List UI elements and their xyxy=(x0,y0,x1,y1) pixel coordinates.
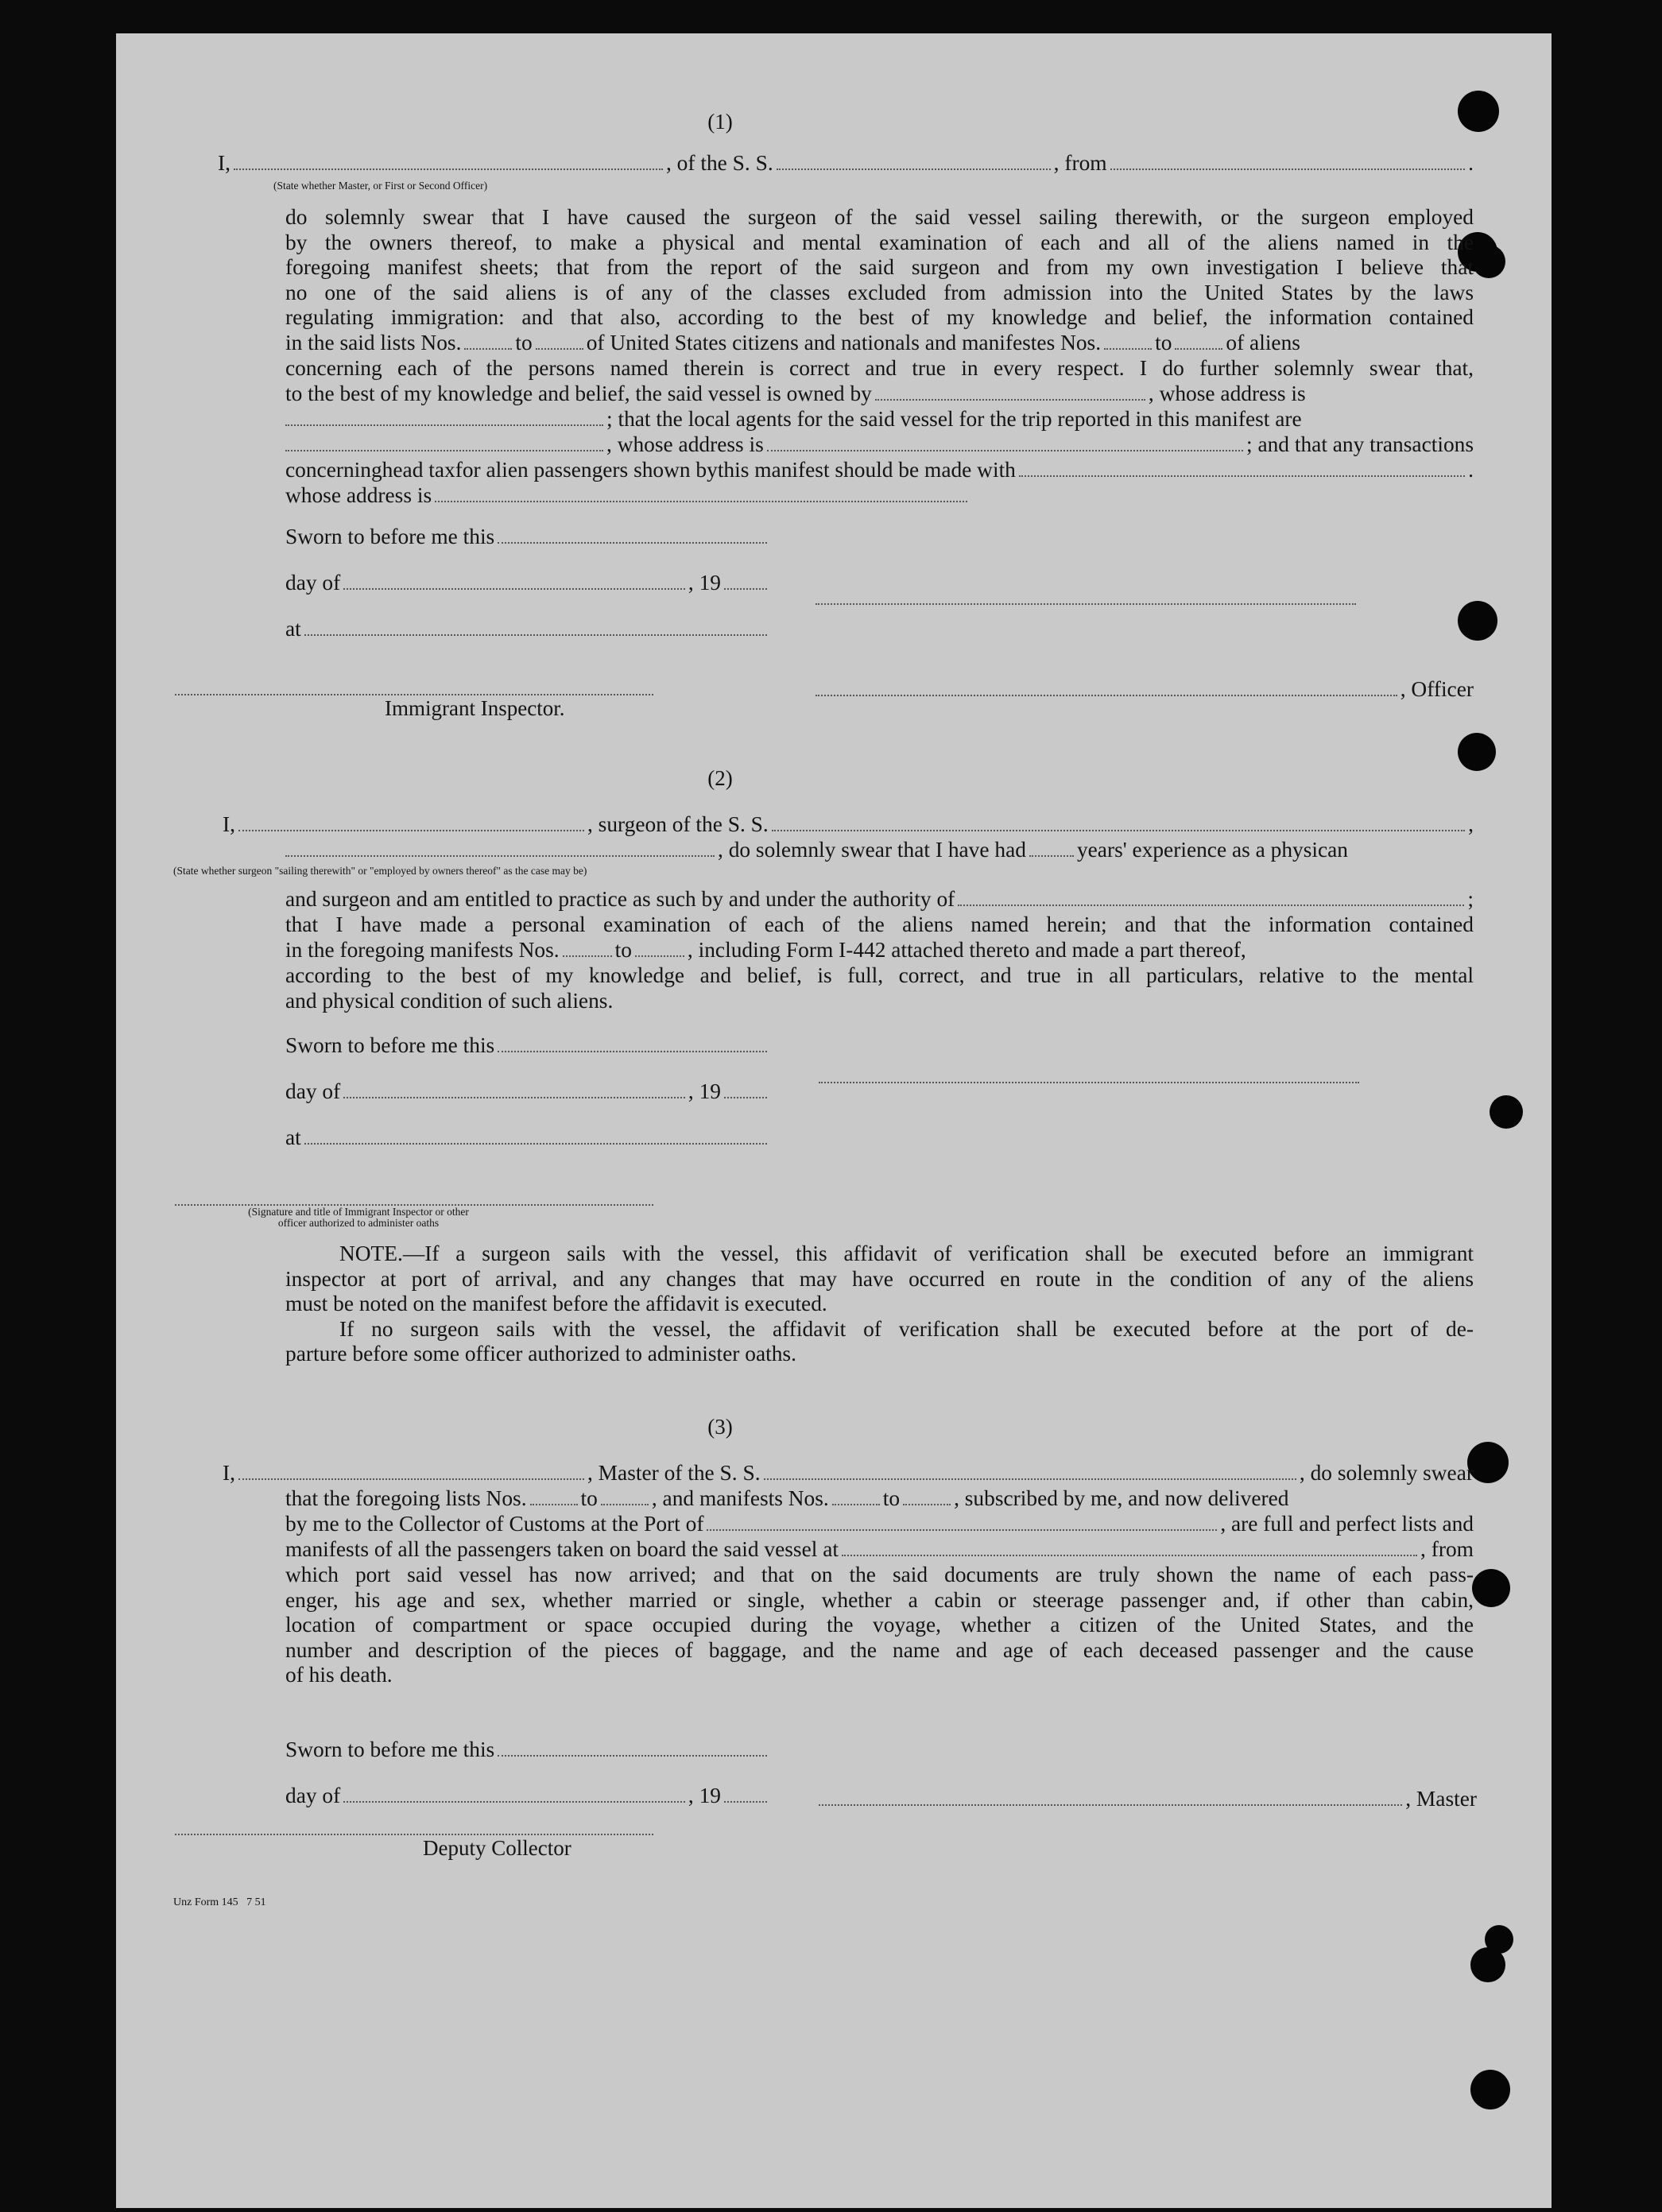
sworn-day-field[interactable] xyxy=(498,1755,767,1757)
master-name-field[interactable] xyxy=(238,1478,584,1480)
sworn-line xyxy=(285,525,770,550)
manifests-from-field[interactable] xyxy=(1104,348,1152,350)
local-agents-label: ; that the local agents for the said vessel for the trip reported in this manifest are xyxy=(606,407,1302,431)
lists-from-field[interactable] xyxy=(530,1504,578,1505)
pronoun-i: I, xyxy=(218,151,231,175)
master-signature-field[interactable] xyxy=(819,1804,1402,1806)
years-label: years' experience as a physican xyxy=(1076,838,1348,862)
sworn-label: Sworn to before me this xyxy=(285,1737,495,1761)
punch-hole xyxy=(1485,1925,1513,1954)
surgeon-name-field[interactable] xyxy=(238,830,584,831)
note-block xyxy=(285,1242,1474,1367)
surgeon-status-field[interactable] xyxy=(285,855,715,857)
month-field[interactable] xyxy=(343,1097,685,1098)
surgeon-caption: (State whether surgeon "sailing therewith" or "employed by owners thereof" as the case may be) xyxy=(173,865,587,877)
signature-caption xyxy=(235,1207,482,1229)
caption-line: (Signature and title of Immigrant Inspector or other xyxy=(248,1206,469,1218)
body-line: location of compartment or space occupied during the voyage, whether a citizen of the United States, and the xyxy=(285,1613,1474,1637)
authority-label: and surgeon and am entitled to practice as such by and under the authority of xyxy=(285,887,955,911)
surgeon-signature-line[interactable] xyxy=(819,1081,1359,1083)
sworn-label: Sworn to before me this xyxy=(285,525,495,548)
body-line: according to the best of my knowledge and belief, is full, correct, and true in all particulars, relative to the mental xyxy=(285,963,1474,987)
immigrant-inspector-label: Immigrant Inspector. xyxy=(385,696,565,720)
agents-address-line xyxy=(285,432,1474,458)
collector-signature-line[interactable] xyxy=(175,1833,653,1835)
section-1-officer-line xyxy=(218,151,1474,176)
body-line: enger, his age and sex, whether married or single, whether a cabin or steerage passenger and, if other than cabin, xyxy=(285,1587,1474,1612)
embark-port-field[interactable] xyxy=(842,1555,1417,1556)
manifests-label: of United States citizens and nationals and manifestes Nos. xyxy=(586,331,1102,354)
owner-field[interactable] xyxy=(875,399,1145,401)
punch-hole xyxy=(1470,2070,1510,2109)
whose-address-line xyxy=(285,483,1001,509)
sworn-label: Sworn to before me this xyxy=(285,1033,495,1057)
embark-line xyxy=(285,1537,1474,1563)
of-aliens-label: of aliens xyxy=(1226,331,1300,354)
day-of-line xyxy=(285,571,770,596)
day-of-label: day of xyxy=(285,1784,341,1807)
body-line: regulating immigration: and that also, according to the best of my knowledge and belief, the information contained xyxy=(285,305,1474,330)
subscribed-label: , subscribed by me, and now delivered xyxy=(954,1486,1289,1510)
manifests-from-field[interactable] xyxy=(832,1504,880,1505)
section-2-number: (2) xyxy=(707,766,733,790)
month-field[interactable] xyxy=(343,588,685,590)
punch-hole xyxy=(1458,733,1496,771)
owned-by-label: to the best of my knowledge and belief, the said vessel is owned by xyxy=(285,382,872,405)
pronoun-i: I, xyxy=(223,812,235,836)
master-signature-line xyxy=(819,1787,1477,1812)
lists-nos-label: in the said lists Nos. xyxy=(285,331,462,354)
manifests-from-field[interactable] xyxy=(563,955,612,957)
at-label: at xyxy=(285,1125,301,1149)
form-id: Unz Form 145 7 51 xyxy=(173,1896,266,1908)
at-line xyxy=(285,1125,770,1151)
caption-line: officer authorized to administer oaths xyxy=(277,1217,440,1229)
inspector-signature-line[interactable] xyxy=(175,693,653,695)
manifests-line xyxy=(285,938,1474,963)
day-of-line xyxy=(285,1079,770,1105)
section-3-body xyxy=(285,1563,1474,1688)
section-1-number: (1) xyxy=(707,110,733,134)
head-tax-address-field[interactable] xyxy=(435,501,967,502)
body-line: by the owners thereof, to make a physical and mental examination of each and all of the aliens named in the xyxy=(285,230,1474,254)
and-manifests-label: , and manifests Nos. xyxy=(651,1486,829,1510)
day-of-label: day of xyxy=(285,1079,341,1103)
body-line: of his death. xyxy=(285,1663,393,1687)
section-1-body xyxy=(285,205,1474,331)
section-2-body xyxy=(285,963,1474,1013)
manifests-to-field[interactable] xyxy=(903,1504,951,1505)
authority-field[interactable] xyxy=(958,905,1464,906)
lists-nos-line xyxy=(285,331,1474,356)
place-field[interactable] xyxy=(304,634,767,636)
whose-address-label: whose address is xyxy=(285,483,432,507)
period: . xyxy=(1468,458,1474,482)
signature-line[interactable] xyxy=(816,602,1356,605)
body-line: which port said vessel has now arrived; and that on the said documents are truly shown the name of each pass- xyxy=(285,1563,1474,1586)
whose-address-label: , whose address is xyxy=(1148,382,1306,405)
body-line: concerning each of the persons named therein is correct and true in every respect. I do further solemnly swear that, xyxy=(285,356,1474,380)
to-label: to xyxy=(882,1486,901,1510)
to-label: to xyxy=(515,331,533,354)
from-port-field[interactable] xyxy=(1110,169,1466,170)
sworn-day-field[interactable] xyxy=(498,542,767,544)
surgeon-of-label: , surgeon of the S. S. xyxy=(587,812,769,836)
to-label: to xyxy=(580,1486,598,1510)
year-label: , 19 xyxy=(688,571,721,595)
note-line: NOTE.—If a surgeon sails with the vessel, this affidavit of verification shall be executed before an immigrant xyxy=(339,1242,1474,1265)
manifests-all-label: manifests of all the passengers taken on board the said vessel at xyxy=(285,1537,839,1561)
master-of-label: , Master of the S. S. xyxy=(587,1461,761,1485)
to-label: to xyxy=(1155,331,1172,354)
lists-to-field[interactable] xyxy=(536,348,583,350)
at-label: at xyxy=(285,617,301,641)
master-line xyxy=(223,1461,1474,1486)
day-of-label: day of xyxy=(285,571,341,595)
agents-field[interactable] xyxy=(285,450,603,451)
year-label: , 19 xyxy=(688,1079,721,1103)
vessel-name-field[interactable] xyxy=(772,830,1465,831)
body-line: no one of the said aliens is of any of the classes excluded from admission into the United States by the laws xyxy=(285,280,1474,304)
years-field[interactable] xyxy=(1029,855,1074,857)
concerning-line xyxy=(285,356,1474,382)
period: . xyxy=(1468,151,1474,175)
swear-label: , do solemnly swear that I have had xyxy=(718,838,1026,862)
officer-line xyxy=(816,677,1474,703)
punch-hole xyxy=(1490,1095,1523,1129)
note-line: inspector at port of arrival, and any changes that may have occurred en route in the condition of any of the aliens xyxy=(285,1266,1474,1291)
port-line xyxy=(285,1512,1474,1537)
exam-line xyxy=(285,912,1474,938)
to-label: to xyxy=(614,938,632,962)
port-field[interactable] xyxy=(707,1529,1217,1531)
full-lists-label: , are full and perfect lists and xyxy=(1220,1512,1474,1536)
day-of-line xyxy=(285,1784,770,1809)
lists-from-field[interactable] xyxy=(464,348,512,350)
vessel-name-field[interactable] xyxy=(764,1478,1296,1480)
lists-line xyxy=(285,1486,1474,1512)
lists-to-field[interactable] xyxy=(601,1504,649,1505)
sworn-line xyxy=(285,1033,770,1059)
transactions-label: ; and that any transactions xyxy=(1246,432,1474,456)
place-field[interactable] xyxy=(304,1143,767,1145)
manifests-nos-label: in the foregoing manifests Nos. xyxy=(285,938,560,962)
officer-signature-field[interactable] xyxy=(816,695,1397,696)
punch-hole xyxy=(1472,245,1505,278)
head-tax-field[interactable] xyxy=(1019,475,1465,477)
note-line: If no surgeon sails with the vessel, the affidavit of verification shall be executed before at the port of de- xyxy=(339,1316,1474,1341)
by-me-label: by me to the Collector of Customs at the Port of xyxy=(285,1512,704,1536)
agents-address-field[interactable] xyxy=(767,450,1243,451)
do-swear-label: , do solemnly swear xyxy=(1299,1461,1474,1485)
vessel-name-field[interactable] xyxy=(777,169,1051,170)
of-ss-label: , of the S. S. xyxy=(665,151,773,175)
owned-by-line xyxy=(285,382,1474,407)
body-line: foregoing manifest sheets; that from the report of the said surgeon and from my own investigation I believe that xyxy=(285,255,1474,280)
surgeon-line xyxy=(223,812,1474,838)
including-label: , including Form I-442 attached thereto and made a part thereof, xyxy=(687,938,1246,962)
sworn-line xyxy=(285,1737,770,1763)
comma: , xyxy=(1468,812,1474,836)
sworn-day-field[interactable] xyxy=(498,1051,767,1052)
punch-hole xyxy=(1472,1569,1510,1607)
whose-address-label: , whose address is xyxy=(606,432,764,456)
master-label: , Master xyxy=(1405,1787,1477,1811)
body-line: number and description of the pieces of baggage, and the name and age of each deceased passenger and the cause xyxy=(285,1637,1474,1662)
from-label: , from xyxy=(1053,151,1107,175)
punch-hole xyxy=(1458,91,1499,132)
year-field[interactable] xyxy=(724,1801,767,1803)
manifests-to-field[interactable] xyxy=(1175,348,1222,350)
punch-hole xyxy=(1458,601,1497,641)
head-tax-label: concerninghead taxfor alien passengers shown bythis manifest should be made with xyxy=(285,458,1016,482)
semicolon: ; xyxy=(1467,887,1474,911)
surgeon-status-line xyxy=(285,838,1474,863)
officer-caption: (State whether Master, or First or Second Officer) xyxy=(273,180,488,192)
pronoun-i: I, xyxy=(223,1461,235,1485)
manifests-to-field[interactable] xyxy=(635,955,684,957)
month-field[interactable] xyxy=(343,1801,685,1803)
local-agents-line xyxy=(285,407,1474,432)
body-line: and physical condition of such aliens. xyxy=(285,988,614,1013)
head-tax-line xyxy=(285,458,1474,483)
note-line: parture before some officer authorized to administer oaths. xyxy=(285,1342,796,1366)
from-label: , from xyxy=(1420,1537,1474,1561)
officer-name-field[interactable] xyxy=(234,169,663,170)
officer-label: , Officer xyxy=(1400,677,1474,701)
note-line: must be noted on the manifest before the affidavit is executed. xyxy=(285,1292,827,1316)
owner-address-field[interactable] xyxy=(285,424,603,426)
authority-line xyxy=(285,887,1474,912)
form-page xyxy=(116,33,1552,2208)
deputy-collector-label: Deputy Collector xyxy=(423,1836,571,1860)
body-line: do solemnly swear that I have caused the surgeon of the said vessel sailing therewith, or the surgeon employed xyxy=(285,205,1474,229)
body-line: that I have made a personal examination of each of the aliens named herein; and that the information contained xyxy=(285,912,1474,936)
lists-nos-label: that the foregoing lists Nos. xyxy=(285,1486,527,1510)
year-field[interactable] xyxy=(724,588,767,590)
year-field[interactable] xyxy=(724,1097,767,1098)
at-line xyxy=(285,617,770,642)
year-label: , 19 xyxy=(688,1784,721,1807)
section-3-number: (3) xyxy=(707,1415,733,1439)
